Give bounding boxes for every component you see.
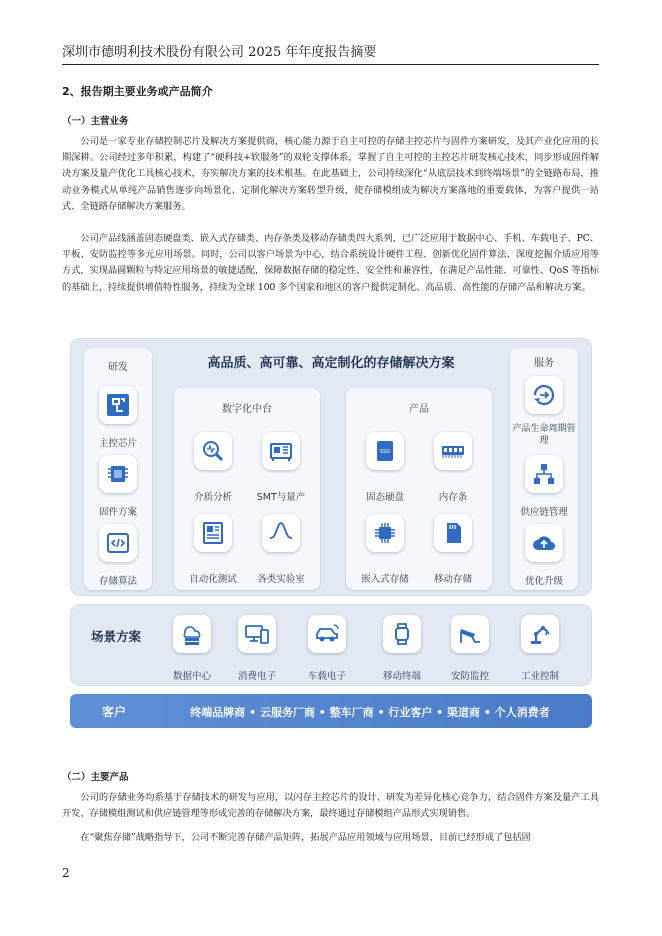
scene-item-label: 数据中心 (172, 671, 211, 682)
sd-card-icon (434, 514, 472, 552)
subsection-title-main-products: （二）主要产品 (62, 772, 129, 783)
service-item-label: 优化升级 (524, 576, 563, 587)
product-item-label: 内存条 (438, 492, 468, 503)
ssd-icon (366, 432, 404, 470)
scene-item-label: 安防监控 (450, 671, 489, 682)
service-title: 服务 (534, 358, 554, 369)
subsection-title-main-business: （一）主营业务 (62, 116, 129, 127)
devices-icon (238, 615, 276, 653)
scenes-title: 场景方案 (90, 629, 141, 644)
page-number: 2 (62, 866, 70, 880)
product-item-label: 嵌入式存储 (361, 574, 409, 585)
supply-chain-icon (525, 455, 563, 493)
service-item-label: 供应链管理 (520, 507, 568, 518)
chip-logo-icon (99, 386, 137, 424)
digital-platform-title: 数字化中台 (222, 404, 272, 415)
data-center-icon (173, 615, 211, 653)
cctv-icon (451, 615, 489, 653)
scene-item-label: 工业控制 (520, 671, 559, 682)
products-title: 产品 (409, 404, 429, 415)
scene-item-label: 消费电子 (237, 671, 276, 682)
rd-item-label: 固件方案 (98, 507, 137, 518)
robot-arm-icon (521, 615, 559, 653)
paragraph-main-products-2: 在“聚焦存储”战略指导下，公司不断完善存储产品矩阵，拓展产品应用领域与应用场景，目前已经形成了包括固 (80, 832, 531, 843)
rd-item-label: 存储算法 (98, 576, 137, 587)
smartwatch-icon (383, 615, 421, 653)
solution-infographic (70, 338, 592, 733)
figure-headline: 高品质、高可靠、高定制化的存储解决方案 (207, 356, 455, 371)
waveform-icon (262, 514, 300, 552)
magnifier-icon (194, 432, 232, 470)
product-item-label: 固态硬盘 (365, 492, 404, 503)
rd-title: 研发 (108, 362, 128, 373)
customers-bar (70, 694, 592, 728)
customers-title: 客户 (101, 705, 126, 719)
memory-module-icon (434, 432, 472, 470)
service-item-label: 产品生命周期管理 (512, 424, 576, 446)
firmware-chip-icon (99, 455, 137, 493)
digital-item-label: 各类实验室 (257, 574, 305, 585)
section-title: 2、报告期主要业务或产品简介 (62, 85, 213, 98)
rd-item-label: 主控芯片 (98, 438, 137, 449)
report-header-title: 深圳市德明利技术股份有限公司 2025 年年度报告摘要 (62, 45, 377, 60)
digital-item-label: 自动化测试 (189, 574, 237, 585)
paragraph-main-business-1: 公司是一家专业存储控制芯片及解决方案提供商，核心能力源于自主可控的存储主控芯片与固件方案研发，及其产业化应用的长期深耕。公司经过多年积累，构建了“硬科技+软服务”的双轮支撑体系，掌握了自主可控的主控芯片研发核心技术，同步形成固件解决方案及量产优化工具核心技术，夯实解决方案的技术根基。在此基础上，公司持续深化“从底层技术到终端场景”的全链路布局，推动业务模式从单纯产品销售逐步向场景化、定制化解决方案转型升级，使存储模组成为解决方案落地的重要载体，为客户提供一站式、全链路存储解决方案服务。 (62, 136, 599, 212)
scene-item-label: 移动终端 (382, 671, 421, 682)
digital-item-label: 介质分析 (193, 492, 232, 503)
car-icon (308, 615, 346, 653)
header-rule (62, 64, 599, 65)
code-icon (99, 524, 137, 562)
test-board-icon (194, 514, 232, 552)
paragraph-main-products-1: 公司的存储业务均系基于存储技术的研发与应用，以闪存主控芯片的设计、研发为差异化核心竞争力，结合固件方案及量产工具开发、存储模组测试和供应链管理等形成完善的存储解决方案，最终通过存储模组产品形式实现销售。 (62, 792, 599, 820)
svg-text:SSD: SSD (379, 449, 391, 455)
paragraph-main-business-2: 公司产品线涵盖固态硬盘类、嵌入式存储类、内存条类及移动存储类四大系列，已广泛应用于数据中心、手机、车载电子、PC、平板、安防监控等多元应用场景。同时，公司以客户场景为中心，结合系统设计硬件工程、创新优化固件算法、深度挖掘介质应用等方式，实现晶圆颗粒与特定应用场景的敏捷适配，保障数据存储的稳定性、安全性和兼容性，在满足产品性能、可靠性、QoS 等指标的基础上，持续提供增值特性服务，持续为全球 100 多个国家和地区的客户提供定制化、高品质、高性能的存储产品和解决方案。 (62, 233, 599, 293)
cloud-upgrade-icon (525, 524, 563, 562)
scene-item-label: 车载电子 (307, 671, 346, 682)
embedded-chip-icon (366, 514, 404, 552)
digital-item-label: SMT与量产 (256, 492, 306, 503)
lifecycle-icon (525, 376, 563, 414)
customers-list: 终端品牌商 • 云服务厂商 • 整车厂商 • 行业客户 • 渠道商 • 个人消费者 (190, 706, 550, 719)
smt-machine-icon (262, 432, 300, 470)
product-item-label: 移动存储 (433, 574, 472, 585)
